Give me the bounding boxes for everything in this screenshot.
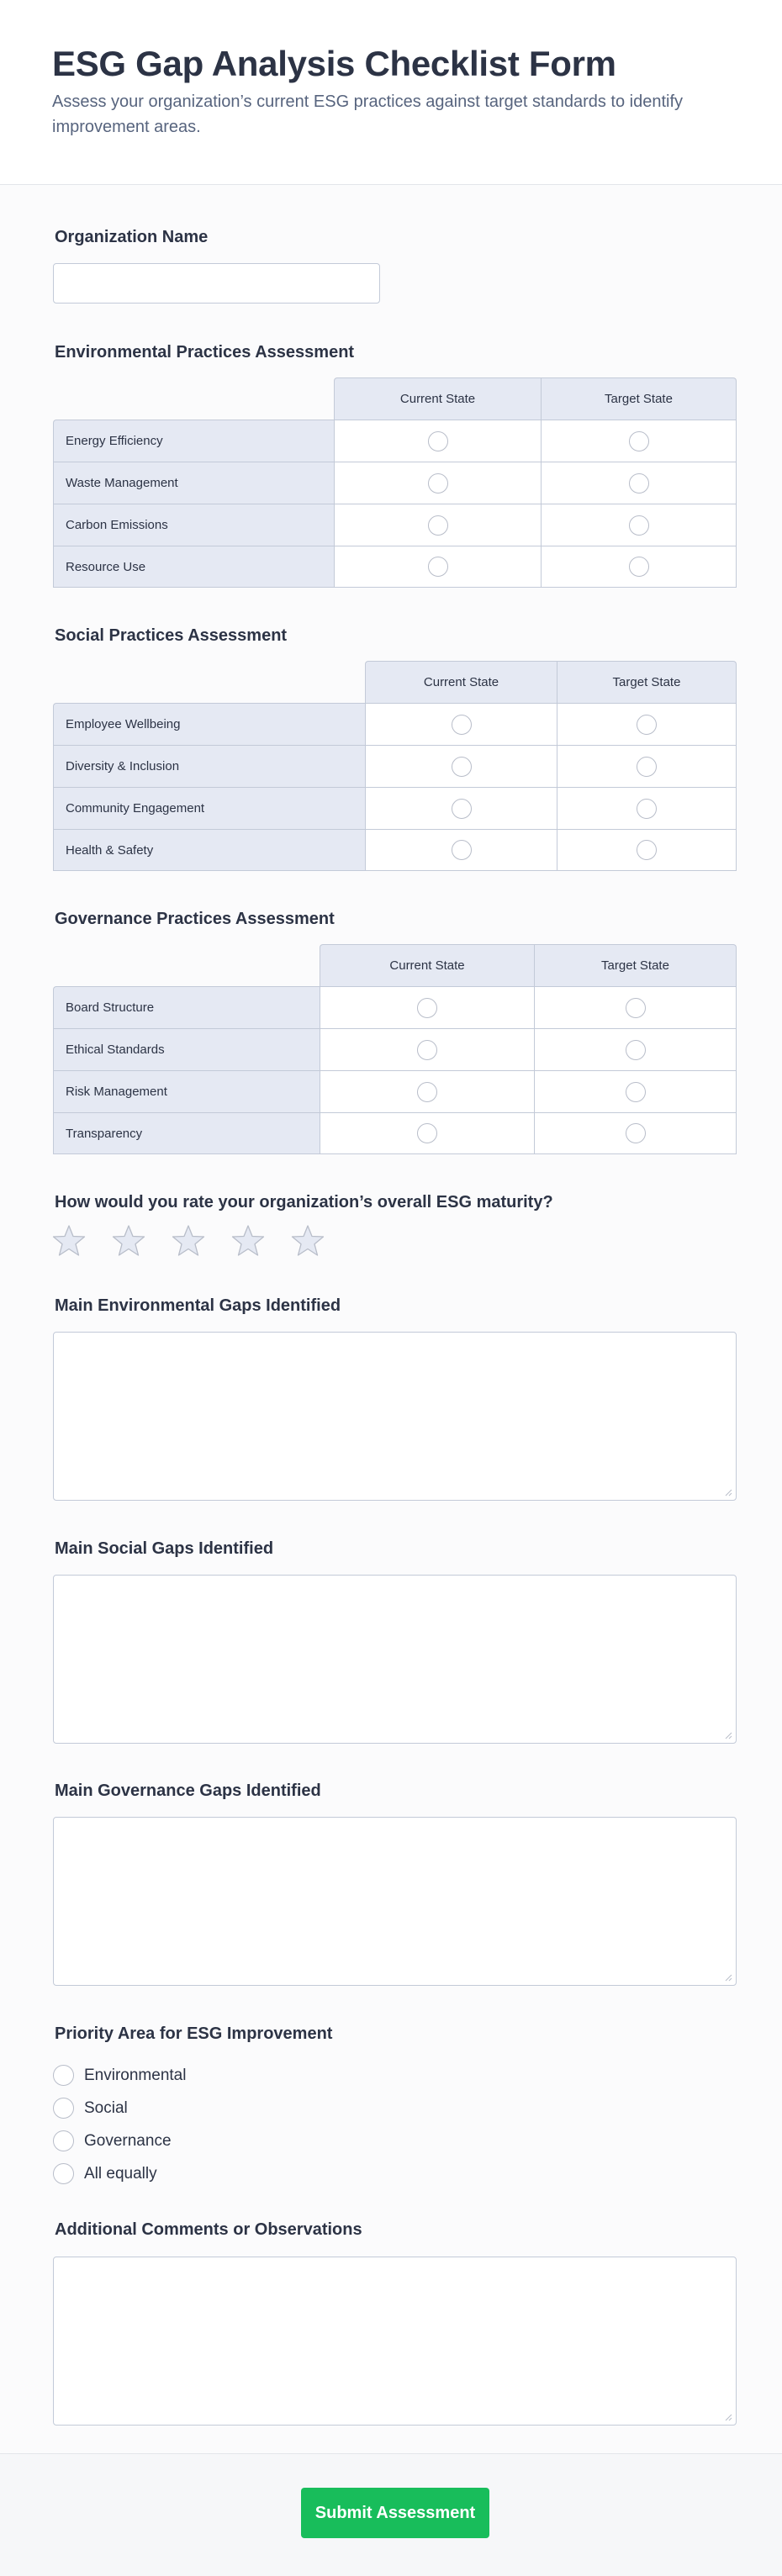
transparency-current-radio[interactable]: [417, 1123, 437, 1143]
resize-grip-icon[interactable]: [724, 1973, 732, 1982]
radio-cell: [534, 1112, 737, 1154]
row-label-waste-management: Waste Management: [53, 462, 334, 504]
radio-cell: [534, 986, 737, 1028]
radio-cell: [541, 504, 737, 546]
carbon-emissions-target-radio[interactable]: [629, 515, 649, 536]
star-icon[interactable]: [112, 1224, 145, 1258]
radio-cell: [320, 1112, 534, 1154]
waste-management-current-radio[interactable]: [428, 473, 448, 494]
row-label-diversity-inclusion: Diversity & Inclusion: [53, 745, 365, 787]
social-gaps-textarea[interactable]: [53, 1575, 737, 1744]
row-label-resource-use: Resource Use: [53, 546, 334, 588]
diversity-inclusion-target-radio[interactable]: [637, 757, 657, 777]
waste-management-target-radio[interactable]: [629, 473, 649, 494]
matrix-corner: [53, 377, 334, 420]
star-icon[interactable]: [52, 1224, 86, 1258]
submit-button[interactable]: Submit Assessment: [301, 2488, 489, 2538]
matrix-corner: [53, 944, 320, 986]
column-header-target: Target State: [534, 944, 737, 986]
form-subtitle: Assess your organization’s current ESG practices against target standards to identify improvement areas.: [52, 92, 684, 136]
radio-button[interactable]: [53, 2098, 74, 2119]
comments-textarea[interactable]: [53, 2257, 737, 2426]
radio-cell: [365, 829, 557, 871]
priority-option-all-equally[interactable]: [53, 2157, 186, 2190]
radio-button[interactable]: [53, 2065, 74, 2086]
radio-cell: [534, 1070, 737, 1112]
risk-management-current-radio[interactable]: [417, 1082, 437, 1102]
radio-cell: [541, 420, 737, 462]
comments-label: Additional Comments or Observations: [55, 2220, 362, 2239]
gov-gaps-textarea[interactable]: [53, 1817, 737, 1986]
radio-cell: [534, 1028, 737, 1070]
option-label: All equally: [84, 2164, 157, 2183]
env-gaps-textarea[interactable]: [53, 1332, 737, 1501]
row-label-transparency: Transparency: [53, 1112, 320, 1154]
column-header-current: Current State: [320, 944, 534, 986]
radio-cell: [320, 1070, 534, 1112]
resource-use-target-radio[interactable]: [629, 557, 649, 577]
column-header-target: Target State: [541, 377, 737, 420]
priority-option-environmental[interactable]: [53, 2059, 186, 2092]
row-label-community-engagement: Community Engagement: [53, 787, 365, 829]
org-name-label: Organization Name: [55, 228, 209, 246]
org-name-input[interactable]: [53, 263, 380, 304]
board-structure-current-radio[interactable]: [417, 998, 437, 1018]
radio-cell: [365, 787, 557, 829]
row-label-ethical-standards: Ethical Standards: [53, 1028, 320, 1070]
social-label: Social Practices Assessment: [55, 626, 288, 645]
option-label: Environmental: [84, 2066, 187, 2084]
priority-label: Priority Area for ESG Improvement: [55, 2024, 333, 2043]
star-icon[interactable]: [172, 1224, 205, 1258]
community-engagement-current-radio[interactable]: [452, 799, 472, 819]
radio-cell: [557, 703, 737, 745]
community-engagement-target-radio[interactable]: [637, 799, 657, 819]
board-structure-target-radio[interactable]: [626, 998, 646, 1018]
column-header-target: Target State: [557, 661, 737, 703]
radio-cell: [334, 462, 541, 504]
radio-cell: [320, 986, 534, 1028]
radio-cell: [365, 745, 557, 787]
priority-option-governance[interactable]: [53, 2125, 186, 2157]
energy-efficiency-current-radio[interactable]: [428, 431, 448, 451]
health-safety-current-radio[interactable]: [452, 840, 472, 860]
option-label: Governance: [84, 2131, 172, 2150]
carbon-emissions-current-radio[interactable]: [428, 515, 448, 536]
employee-wellbeing-current-radio[interactable]: [452, 715, 472, 735]
option-label: Social: [84, 2098, 128, 2117]
rating-label: How would you rate your organization’s overall ESG maturity?: [55, 1193, 553, 1211]
form-footer: [0, 2453, 782, 2576]
row-label-employee-wellbeing: Employee Wellbeing: [53, 703, 365, 745]
radio-cell: [334, 420, 541, 462]
column-header-current: Current State: [365, 661, 557, 703]
environmental-label: Environmental Practices Assessment: [55, 343, 355, 362]
radio-button[interactable]: [53, 2163, 74, 2184]
matrix-corner: [53, 661, 365, 703]
priority-radio-group: [53, 2059, 186, 2190]
priority-option-social[interactable]: [53, 2092, 186, 2125]
radio-cell: [320, 1028, 534, 1070]
row-label-board-structure: Board Structure: [53, 986, 320, 1028]
radio-cell: [334, 546, 541, 588]
social-gaps-label: Main Social Gaps Identified: [55, 1539, 274, 1558]
row-label-health-safety: Health & Safety: [53, 829, 365, 871]
form-title: ESG Gap Analysis Checklist Form: [52, 44, 616, 83]
radio-cell: [557, 829, 737, 871]
row-label-energy-efficiency: Energy Efficiency: [53, 420, 334, 462]
governance-label: Governance Practices Assessment: [55, 910, 335, 928]
radio-cell: [557, 787, 737, 829]
resource-use-current-radio[interactable]: [428, 557, 448, 577]
risk-management-target-radio[interactable]: [626, 1082, 646, 1102]
energy-efficiency-target-radio[interactable]: [629, 431, 649, 451]
radio-cell: [541, 462, 737, 504]
row-label-risk-management: Risk Management: [53, 1070, 320, 1112]
gov-gaps-label: Main Governance Gaps Identified: [55, 1782, 321, 1800]
health-safety-target-radio[interactable]: [637, 840, 657, 860]
radio-cell: [334, 504, 541, 546]
social-matrix: [53, 661, 737, 871]
transparency-target-radio[interactable]: [626, 1123, 646, 1143]
ethical-standards-target-radio[interactable]: [626, 1040, 646, 1060]
form-header: [0, 0, 782, 185]
resize-grip-icon[interactable]: [724, 2413, 732, 2421]
env-gaps-label: Main Environmental Gaps Identified: [55, 1296, 341, 1315]
environmental-matrix: [53, 377, 737, 588]
row-label-carbon-emissions: Carbon Emissions: [53, 504, 334, 546]
radio-cell: [365, 703, 557, 745]
governance-matrix: [53, 944, 737, 1154]
radio-cell: [541, 546, 737, 588]
column-header-current: Current State: [334, 377, 541, 420]
diversity-inclusion-current-radio[interactable]: [452, 757, 472, 777]
resize-grip-icon[interactable]: [724, 1488, 732, 1497]
radio-cell: [557, 745, 737, 787]
radio-button[interactable]: [53, 2130, 74, 2151]
employee-wellbeing-target-radio[interactable]: [637, 715, 657, 735]
resize-grip-icon[interactable]: [724, 1731, 732, 1739]
star-rating: [52, 1224, 325, 1258]
star-icon[interactable]: [291, 1224, 325, 1258]
star-icon[interactable]: [231, 1224, 265, 1258]
ethical-standards-current-radio[interactable]: [417, 1040, 437, 1060]
